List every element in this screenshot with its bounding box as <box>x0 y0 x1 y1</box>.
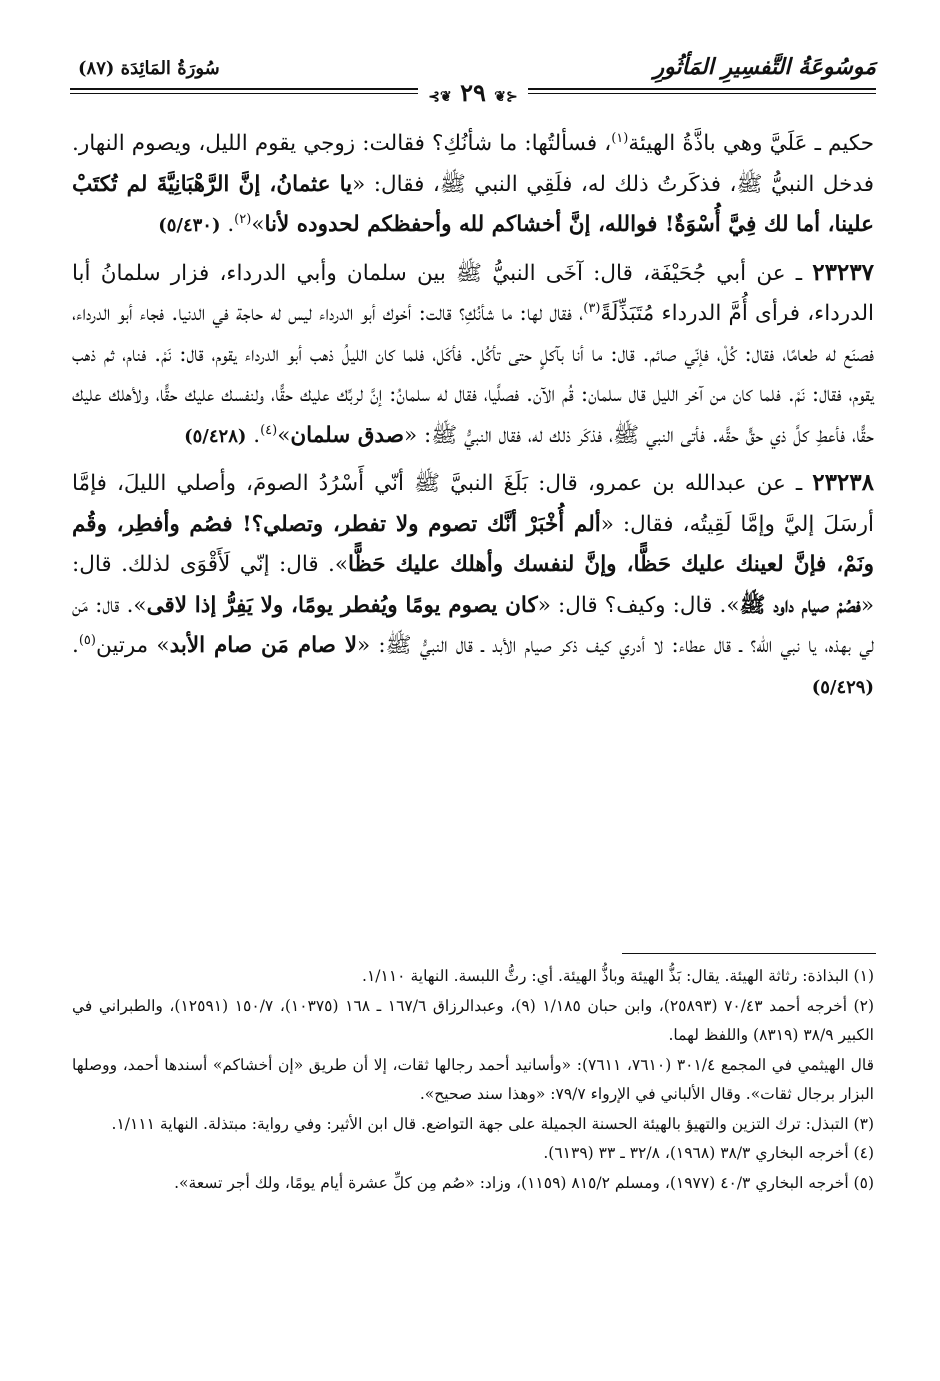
running-header <box>70 52 876 112</box>
footnote-2-note: قال الهيثمي في المجمع ٣٠١/٤ (٧٦١٠، ٧٦١١): «وأسانيد أحمد رجالها ثقات، إلا أن طريق «إن أخشاكم» أسندها أحمد، ووصلها البزار برجال ثقات». وقال الألباني في الإرواء ٧٩/٧: «وهذا سند صحيح». <box>72 1055 874 1103</box>
text-run: حكيم ـ عَلَيَّ وهي باذَّةُ الهيئة <box>628 131 874 156</box>
paragraph-hadith-23238 <box>72 463 874 708</box>
text-run: ، فقال لها: ما شأنُكِ؟ قالت: أخوك أبو الدرداء ليس له حاجة في الدنيا. فجاء أبو الدرداء، فصنَع له طعامًا، فقال: كُلْ، فإنّي صائم. قال: ما أنا بآكلٍ حتى تأكُل. فأكَل، فلما كان الليلُ ذهب أبو الدرداء يقوم، قال: نَمْ. فنام، ثم ذهب يقوم، فقال: نَمْ. فلما كان من آخر الليل قال سلمان: قُم الآن. فصلَّيا، فقال له سلمانُ: إنَّ لربِّك عليك حقًّا، ولنفسك عليك حقًّا، ولأهلك عليك حقًّا، فأعطِ كلَّ ذي حقٍّ حقَّه. فأتى النبي ﷺ، فذكَر ذلك له، فقال النبيُّ ﷺ: « <box>72 301 874 448</box>
volume-page-ref: (٥/٤٣٠) <box>158 215 221 236</box>
footnote-ref: (٣) <box>583 300 601 316</box>
footnote-3: (٣) التبذل: ترك التزين والتهيؤ بالهيئة الحسنة الجميلة على جهة التواضع. قال ابن الأثير: وفي رواية: مبتذلة. النهاية ١/١١١. <box>111 1114 874 1133</box>
surah-title: سُورَةُ المَائِدَة (٨٧) <box>78 58 220 79</box>
footnote-ref: (١) <box>611 130 629 146</box>
main-text <box>72 124 874 714</box>
text-run: ، فسألتُها: ما شأنُكِ؟ فقالت: زوجي يقوم الليل، ويصوم النهار. فدخل النبيُّ ﷺ، فذكَرتُ ذلك له، فلَقِي النبي ﷺ، فقال: « <box>72 131 875 197</box>
hadith-number: ٢٣٢٣٧ <box>812 258 874 286</box>
footnote-separator <box>622 953 876 954</box>
footnotes <box>72 962 874 1198</box>
prophetic-quote: فصُمْ صيام داود ﷺ <box>739 592 861 618</box>
text-run: ». قال: وكيف؟ قال: « <box>537 592 740 618</box>
footnote-ref: (٢) <box>234 211 252 227</box>
text-run: . <box>72 633 79 658</box>
footnote-5: (٥) أخرجه البخاري ٤٠/٣ (١٩٧٧)، ومسلم ٨١٥/٢ (١١٥٩)، وزاد: «صُم مِن كلِّ عشرة أيام يومًا، ولك أجر تسعة». <box>174 1173 874 1192</box>
prophetic-quote: يا عثمانُ، إنَّ الرَّهْبَانِيَّةَ لم تُكتَبْ علينا، أما لك فِيَّ أُسْوَةٌ! فوالله، إنَّ أخشاكم لله وأحفظكم لحدوده لأنا <box>72 171 874 237</box>
ornament-right-icon: ⊰❦ <box>494 89 518 105</box>
book-title: مَوسُوعَةُ التَّفسِيرِ المَأثُورِ <box>653 54 876 80</box>
hadith-number: ٢٣٢٣٨ <box>812 469 874 496</box>
text-run: » <box>277 422 291 448</box>
footnote-ref: (٤) <box>260 422 278 438</box>
text-run: » مرتين <box>95 633 170 658</box>
volume-page-ref: (٥/٤٢٩) <box>811 676 874 698</box>
page-number-group <box>418 80 527 110</box>
paragraph-hadith-23237 <box>72 253 874 458</box>
prophetic-quote: ألم أُخْبَرْ أنَّك تصوم ولا تفطر، وتصلي؟! فصُم وأفطِر، وقُم ونَمْ، فإنَّ لعينك عليك حَظًّا، وإنَّ لنفسك وأهلك عليك حَظًّا <box>72 511 874 577</box>
text-run: » <box>251 212 265 237</box>
text-run: ـ عن أبي جُحَيْفَة، قال: آخَى النبيُّ ﷺ بين سلمان وأبي الدرداء، فزار سلمانُ أبا الدرداء، فرأى أُمَّ الدرداء مُتَبَذِّلَةً <box>72 260 874 326</box>
footnote-1: (١) البذاذة: رثاثة الهيئة. يقال: بَذُّ الهيئة وباذُّ الهيئة. أي: رثُّ اللبسة. النهاية ١/١١٠. <box>362 967 874 985</box>
ornament-left-icon: ❦⊱ <box>428 89 452 105</box>
prophetic-quote: صدق سلمان <box>290 422 404 448</box>
footnote-2: (٢) أخرجه أحمد ٧٠/٤٣ (٢٥٨٩٣)، وابن حبان ١/١٨٥ (٩)، وعبدالرزاق ١٦٧/٦ ـ ١٦٨ (١٠٣٧٥)، ١٥٠/٧ (١٢٥٩١)، والطبراني في الكبير ٣٨/٩ (٨٣١٩) واللفظ لهما. <box>72 996 874 1044</box>
page-number: ٢٩ <box>460 78 486 107</box>
paragraph-hadith-continuation <box>72 124 874 247</box>
page-number-wrap <box>70 80 876 110</box>
text-run: ». قال: إنّي لَأَقْوَى لذلك. قال: « <box>72 552 874 618</box>
footnote-ref: (٥) <box>78 632 96 648</box>
footnote-4: (٤) أخرجه البخاري ٣٨/٣ (١٩٦٨)، ٣٢/٨ ـ ٣٣ (٦١٣٩). <box>543 1144 874 1162</box>
prophetic-quote: لا صام مَن صام الأبد <box>169 633 358 658</box>
prophetic-quote: كان يصوم يومًا ويُفطر يومًا، ولا يَفِرُّ إذا لاقى <box>146 592 538 618</box>
text-run: . <box>220 212 235 237</box>
text-run: ـ عن عبدالله بن عمرو، قال: بَلَغَ النبيَّ ﷺ أنّي أَسْرُدُ الصومَ، وأصلي الليلَ، فإمَّا أرسَلَ إليَّ وإمَّا لَقِيتُه، فقال: « <box>72 471 874 537</box>
text-run: . <box>246 422 261 448</box>
volume-page-ref: (٥/٤٢٨) <box>184 425 247 447</box>
text-run: ». قال: مَن لي بهذه، يا نبي الله؟ ـ قال عطاء: لا أدري كيف ذكر صيام الأبد ـ قال النبيُّ ﷺ: « <box>72 592 875 658</box>
